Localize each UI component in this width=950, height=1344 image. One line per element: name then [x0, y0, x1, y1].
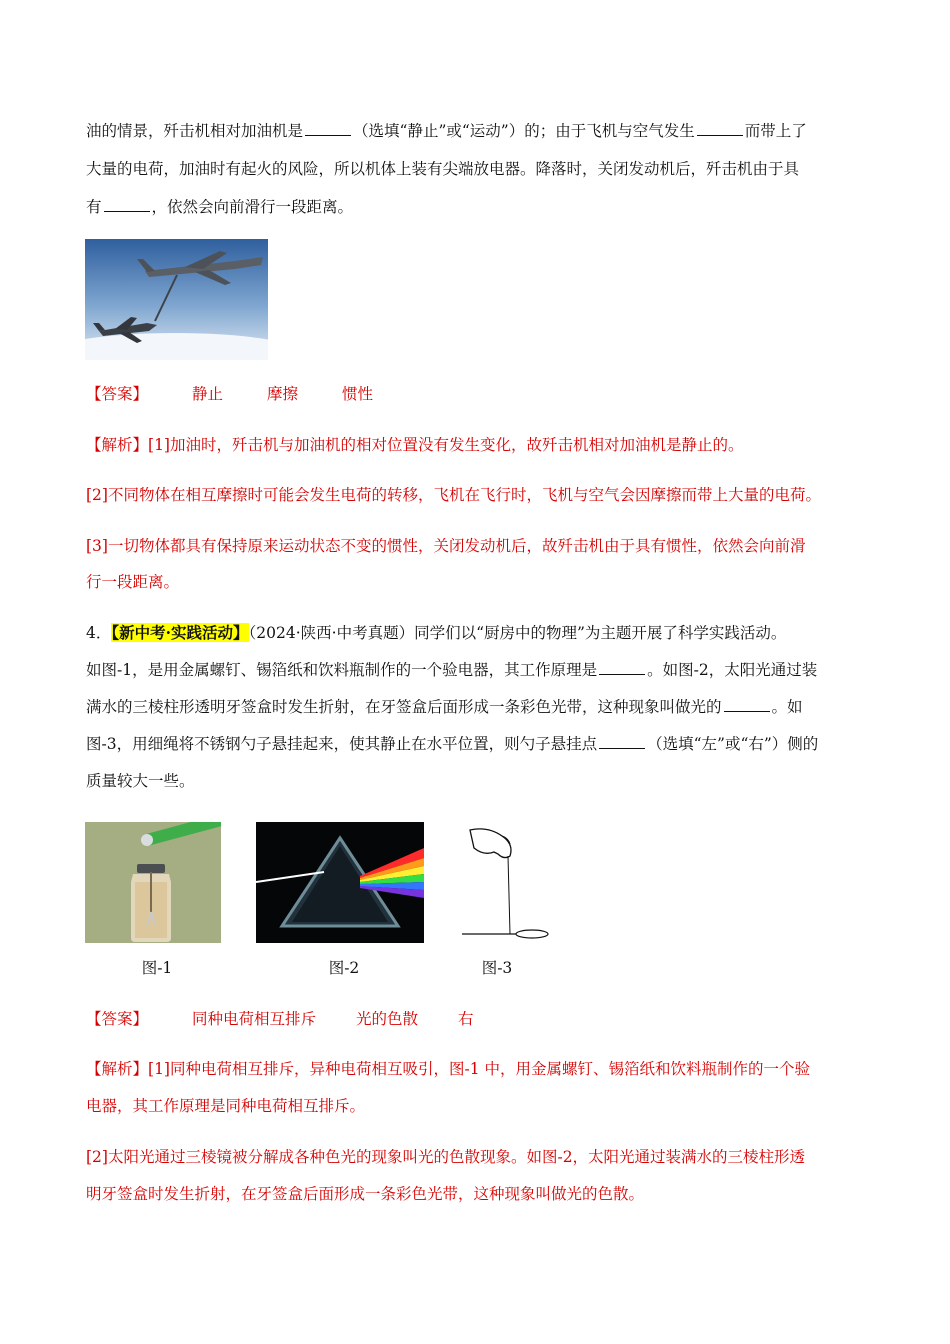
q4-text: 。如图-2，太阳光通过装	[647, 661, 818, 679]
q3-analysis-3a: [3]一切物体都具有保持原来运动状态不变的惯性，关闭发动机后，故歼击机由于具有惯性，依然会向前滑	[86, 537, 806, 555]
q4-answer-2: 光的色散	[356, 1010, 419, 1028]
q3-answer-1: 静止	[192, 385, 224, 403]
q4-text: 图-3，用细绳将不锈钢勺子悬挂起来，使其静止在水平位置，则勺子悬挂点	[86, 735, 598, 753]
q3-analysis-1	[86, 435, 743, 455]
q3-text: 而带上了	[744, 122, 807, 140]
analysis-label: 【解析】	[86, 436, 149, 454]
q4-stem-line-4	[86, 734, 818, 754]
prism-dispersion-illustration	[256, 822, 424, 943]
answer-blank[interactable]	[305, 121, 351, 136]
q4-stem-line-2	[86, 660, 817, 680]
q4-answer-1: 同种电荷相互排斥	[192, 1010, 317, 1028]
figure-1-caption: 图-1	[141, 959, 173, 977]
q4-text: （选填“左”或“右”）侧的	[647, 735, 819, 753]
answer-blank[interactable]	[599, 734, 645, 749]
electroscope-illustration	[85, 822, 221, 943]
q4-analysis-1b: 电器，其工作原理是同种电荷相互排斥。	[86, 1097, 366, 1115]
question-source: （2024·陕西·中考真题）同学们以“厨房中的物理”为主题开展了科学实践活动。	[248, 624, 787, 642]
q3-text: （选填“静止”或“运动”）的；由于飞机与空气发生	[353, 122, 695, 140]
answer-blank[interactable]	[697, 121, 743, 136]
q4-text: 。如	[771, 698, 803, 716]
q3-stem-line-1	[86, 121, 807, 141]
q4-stem-line-1	[86, 623, 786, 643]
q3-answer-2: 摩擦	[267, 385, 299, 403]
question-number: 4．	[86, 624, 112, 642]
q4-text: 如图-1，是用金属螺钉、锡箔纸和饮料瓶制作的一个验电器，其工作原理是	[86, 661, 598, 679]
answer-label: 【答案】	[86, 385, 149, 403]
figure-3-caption: 图-3	[481, 959, 513, 977]
q4-stem-line-3	[86, 697, 803, 717]
answer-blank[interactable]	[724, 697, 770, 712]
figure-3-hanging-spoon	[458, 822, 550, 943]
q4-answer-row	[86, 1009, 474, 1029]
figure-2-prism	[256, 822, 424, 943]
q4-answer-3: 右	[458, 1010, 474, 1028]
refueling-aircraft-illustration	[85, 239, 268, 360]
q3-analysis-2: [2]不同物体在相互摩擦时可能会发生电荷的转移，飞机在飞行时，飞机与空气会因摩擦而带上大量的电荷。	[86, 486, 821, 504]
q3-text: ，依然会向前滑行一段距离。	[151, 198, 354, 216]
q4-text: 满水的三棱柱形透明牙签盒时发生折射，在牙签盒后面形成一条彩色光带，这种现象叫做光的	[86, 698, 722, 716]
q4-analysis-2a: [2]太阳光通过三棱镜被分解成各种色光的现象叫光的色散现象。如图-2，太阳光通过装满水的三棱柱形透	[86, 1148, 806, 1166]
analysis-text: [1]加油时，歼击机与加油机的相对位置没有发生变化，故歼击机相对加油机是静止的。	[148, 436, 744, 454]
analysis-text: [1]同种电荷相互排斥，异种电荷相互吸引，图-1 中，用金属螺钉、锡箔纸和饮料瓶制作的一个验	[148, 1060, 811, 1078]
q3-text: 有	[86, 198, 102, 216]
q4-analysis-2b: 明牙签盒时发生折射，在牙签盒后面形成一条彩色光带，这种现象叫做光的色散。	[86, 1185, 645, 1203]
answer-blank[interactable]	[104, 197, 150, 212]
q3-stem-line-2: 大量的电荷，加油时有起火的风险，所以机体上装有尖端放电器。降落时，关闭发动机后，歼击机由于具	[86, 160, 800, 178]
answer-label: 【答案】	[86, 1010, 149, 1028]
q3-text: 油的情景，歼击机相对加油机是	[86, 122, 304, 140]
refueling-aircraft-photo	[85, 239, 268, 360]
q3-analysis-3b: 行一段距离。	[86, 573, 180, 591]
q3-stem-line-3	[86, 197, 353, 217]
q3-answer-row	[86, 384, 373, 404]
figure-1-electroscope	[85, 822, 221, 943]
question-tag: 【新中考·实践活动】	[111, 623, 249, 642]
q4-stem-line-5: 质量较大一些。	[86, 772, 195, 790]
q4-analysis-1a	[86, 1059, 810, 1079]
answer-blank[interactable]	[599, 660, 645, 675]
figure-2-caption: 图-2	[328, 959, 360, 977]
analysis-label: 【解析】	[86, 1060, 149, 1078]
q3-answer-3: 惯性	[342, 385, 374, 403]
hanging-spoon-illustration	[458, 822, 550, 943]
